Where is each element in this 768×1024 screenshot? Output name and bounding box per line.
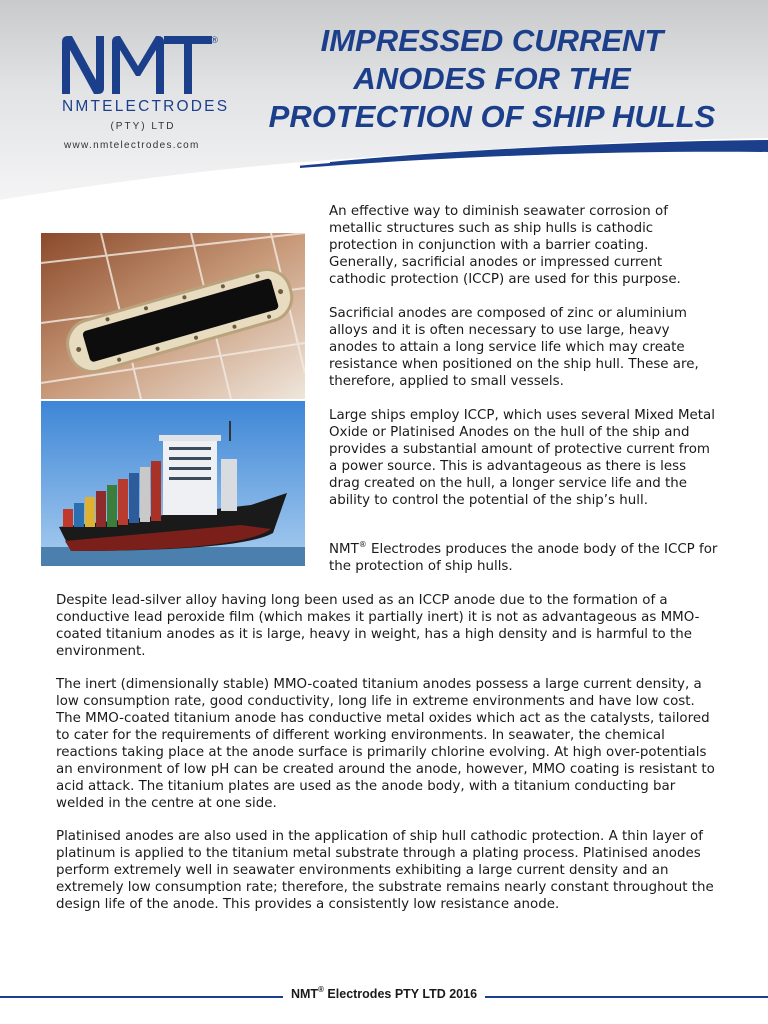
title-line: IMPRESSED CURRENT: [320, 23, 664, 58]
lead-silver-paragraph: Despite lead-silver alloy having long been used as an ICCP anode due to the formation of a conductive lead peroxide film (which makes it partially inert) it is not as advantageous as MMO-coated titanium anodes as it is large, heavy in weight, has a high density and is harmful to the environment.: [56, 593, 700, 659]
footer-brand: NMT: [290, 987, 319, 1001]
intro-paragraph: An effective way to diminish seawater corrosion of metallic structures such as ship hulls is cathodic protection in conjunction with a barrier coating. Generally, sacrificial anodes or impressed current cathodic protection (ICCP) are used for this purpose.: [329, 204, 681, 287]
nmt-registered-mark: ®: [358, 540, 367, 549]
logo-website: www.nmtelectrodes.com: [64, 140, 200, 151]
mmo-paragraph: The inert (dimensionally stable) MMO-coated titanium anodes possess a large current density, a low consumption rate, good conductivity, long life in extreme environments and have low cost. The MMO-coated titanium anode has conductive metal oxides which act as the catalysts, tailored to cater for the requirements of different working environments. In seawater, the chemical reactions taking place at the anode surface is primarily chlorine evolving. At high over-potentials an environment of low pH can be created around the anode, however, MMO coating is resistant to acid attack. The titanium plates are used as the anode body, with a titanium conducting bar welded in the centre at one side.: [56, 677, 715, 811]
iccp-paragraph: Large ships employ ICCP, which uses several Mixed Metal Oxide or Platinised Anodes on the hull of the ship and provides a substantial amount of protective current from a power source. This is advantageous as there is less drag created on the hull, a longer service life and the ability to control the potential of the ship’s hull.: [329, 408, 715, 508]
nmt-brand: NMT: [329, 542, 359, 557]
registered-mark: ®: [210, 36, 219, 46]
page-title: [236, 22, 748, 136]
sacrificial-anodes-paragraph: Sacrificial anodes are composed of zinc or aluminium alloys and it is often necessary to use large, heavy anodes to attain a long service life which may create resistance when positioned on the ship hull. These are, therefore, applied to small vessels.: [329, 306, 699, 389]
logo-suffix: (PTY) LTD: [110, 121, 176, 132]
title-line: PROTECTION OF SHIP HULLS: [268, 99, 716, 134]
ship-photo: [41, 401, 305, 566]
logo-company-name: NMTELECTRODES: [62, 98, 230, 115]
anode-photo: [41, 233, 305, 399]
footer: [0, 984, 768, 1008]
nmt-logo-mark: [62, 36, 212, 96]
footer-copyright: [0, 987, 768, 1001]
platinised-paragraph: Platinised anodes are also used in the application of ship hull cathodic protection. A thin layer of platinum is applied to the titanium metal substrate through a plating process. Platinised anodes perform extremely well in seawater environments exhibiting a large current density and an extremely low consumption rate; therefore, the substrate remains nearly constant throughout the design life of the anode. This provides a consistently low resistance anode.: [56, 829, 714, 912]
nmt-paragraph: [329, 541, 719, 575]
footer-text: Electrodes PTY LTD 2016: [323, 987, 478, 1001]
footer-registered-mark: ®: [318, 985, 324, 994]
title-line: ANODES FOR THE: [353, 61, 631, 96]
nmt-paragraph-text: Electrodes produces the anode body of the ICCP for the protection of ship hulls.: [329, 542, 718, 574]
